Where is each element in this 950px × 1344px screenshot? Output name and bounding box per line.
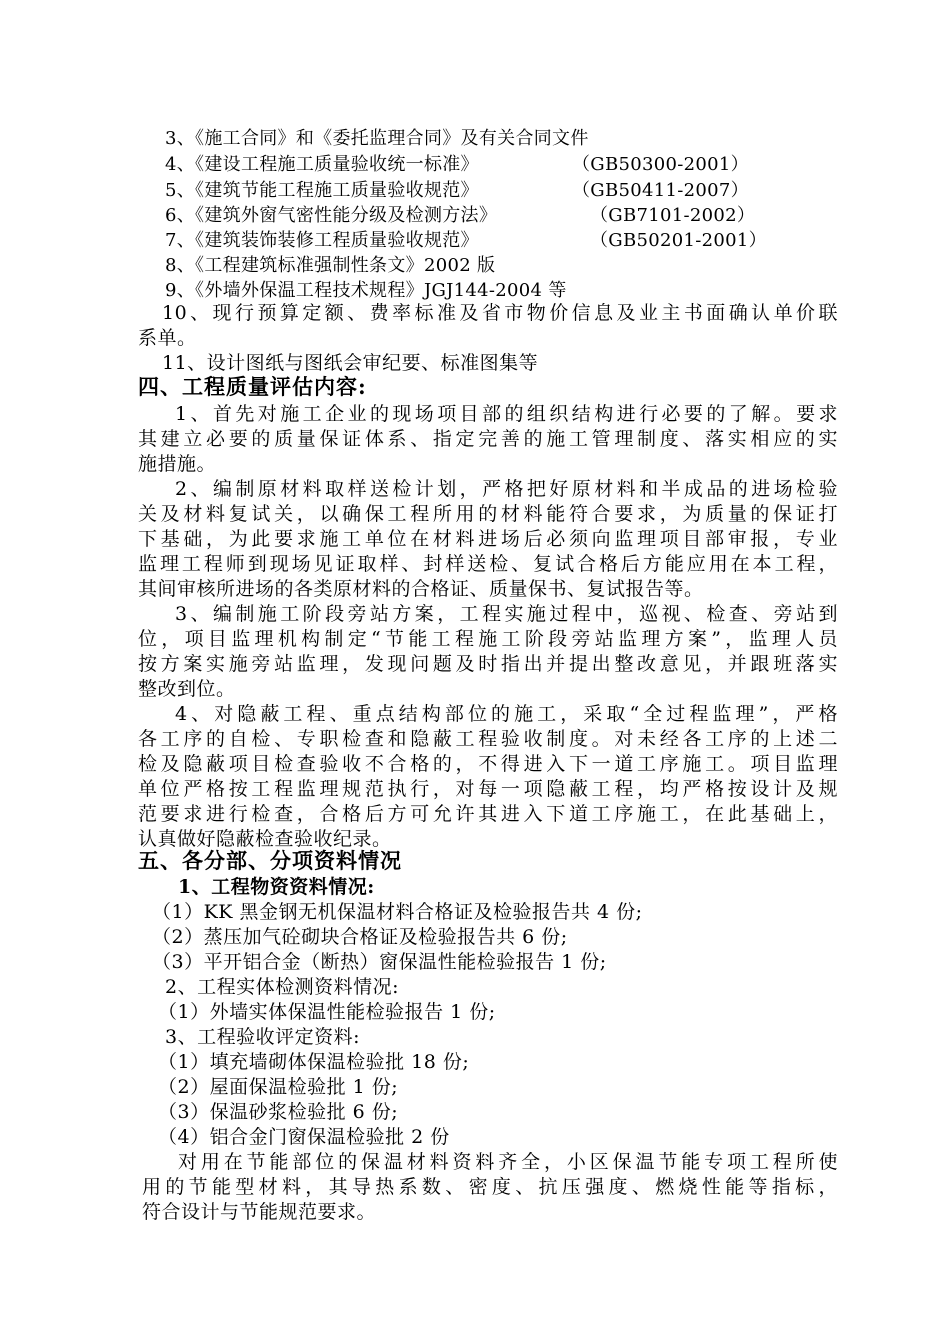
list-item: （1）填充墙砌体保温检验批 18 份; bbox=[158, 1051, 470, 1073]
list-item: （3）保温砂浆检验批 6 份; bbox=[158, 1101, 399, 1123]
reference-code: （GB50300-2001） bbox=[572, 154, 749, 175]
list-item: （2）屋面保温检验批 1 份; bbox=[158, 1076, 399, 1098]
subsection-title: 3、工程验收评定资料: bbox=[165, 1026, 360, 1048]
paragraph-line: 整改到位。 bbox=[138, 678, 236, 700]
list-item: （3）平开铝合金（断热）窗保温性能检验报告 1 份; bbox=[152, 951, 607, 973]
paragraph-line: 1、首先对施工企业的现场项目部的组织结构进行必要的了解。要求 bbox=[175, 403, 838, 425]
section-heading: 五、各分部、分项资料情况 bbox=[138, 848, 402, 873]
reference-item-continued: 系单。 bbox=[138, 327, 197, 349]
paragraph-line: 对用在节能部位的保温材料资料齐全，小区保温节能专项工程所使 bbox=[178, 1151, 838, 1173]
reference-code: （GB50411-2007） bbox=[572, 180, 749, 201]
reference-code: （GB7101-2002） bbox=[590, 205, 756, 226]
reference-item: 8、《工程建筑标准强制性条文》2002 版 bbox=[165, 255, 496, 276]
reference-code: （GB50201-2001） bbox=[590, 230, 767, 251]
subsection-title: 2、工程实体检测资料情况: bbox=[165, 976, 399, 998]
paragraph-line: 下基础，为此要求施工单位在材料进场后必须向监理项目部审报，专业 bbox=[138, 528, 838, 550]
subsection-title: 1、工程物资资料情况: bbox=[178, 876, 375, 898]
section-heading: 四、工程质量评估内容: bbox=[138, 374, 367, 399]
paragraph-line: 其建立必要的质量保证体系、指定完善的施工管理制度、落实相应的实 bbox=[138, 428, 838, 450]
reference-item: 7、《建筑装饰装修工程质量验收规范》 bbox=[165, 230, 479, 251]
paragraph-line: 各工序的自检、专职检查和隐蔽工程验收制度。对未经各工序的上述二 bbox=[138, 728, 838, 750]
paragraph-line: 监理工程师到现场见证取样、封样送检、复试合格后方能应用在本工程， bbox=[138, 553, 838, 575]
reference-item: 9、《外墙外保温工程技术规程》JGJ144-2004 等 bbox=[165, 280, 567, 301]
paragraph-line: 范要求进行检查，合格后方可允许其进入下道工序施工，在此基础上， bbox=[138, 803, 838, 825]
paragraph-line: 位，项目监理机构制定“节能工程施工阶段旁站监理方案”，监理人员 bbox=[138, 628, 838, 650]
list-item: （1）外墙实体保温性能检验报告 1 份; bbox=[158, 1001, 496, 1023]
paragraph-line: 3、编制施工阶段旁站方案，工程实施过程中，巡视、检查、旁站到 bbox=[175, 603, 838, 625]
paragraph-line: 其间审核所进场的各类原材料的合格证、质量保书、复试报告等。 bbox=[138, 578, 704, 600]
paragraph-line: 单位严格按工程监理规范执行，对每一项隐蔽工程，均严格按设计及规 bbox=[138, 778, 838, 800]
paragraph-line: 按方案实施旁站监理，发现问题及时指出并提出整改意见，并跟班落实 bbox=[138, 653, 838, 675]
reference-item: 5、《建筑节能工程施工质量验收规范》 bbox=[165, 180, 479, 201]
paragraph-line: 关及材料复试关，以确保工程所用的材料能符合要求，为质量的保证打 bbox=[138, 503, 838, 525]
list-item: （1）KK 黑金钢无机保温材料合格证及检验报告共 4 份; bbox=[152, 901, 643, 923]
paragraph-line: 检及隐蔽项目检查验收不合格的，不得进入下一道工序施工。项目监理 bbox=[138, 753, 838, 775]
reference-item: 4、《建设工程施工质量验收统一标准》 bbox=[165, 154, 479, 175]
paragraph-line: 认真做好隐蔽检查验收纪录。 bbox=[138, 828, 392, 850]
paragraph-line: 用的节能型材料，其导热系数、密度、抗压强度、燃烧性能等指标， bbox=[142, 1176, 838, 1198]
reference-item: 6、《建筑外窗气密性能分级及检测方法》 bbox=[165, 205, 498, 226]
paragraph-line: 2、编制原材料取样送检计划，严格把好原材料和半成品的进场检验 bbox=[175, 478, 838, 500]
paragraph-line: 符合设计与节能规范要求。 bbox=[142, 1201, 377, 1223]
list-item: （4）铝合金门窗保温检验批 2 份 bbox=[158, 1126, 450, 1148]
reference-item: 3、《施工合同》和《委托监理合同》及有关合同文件 bbox=[165, 128, 589, 149]
paragraph-line: 施措施。 bbox=[138, 453, 217, 475]
reference-item: 10、现行预算定额、费率标准及省市物价信息及业主书面确认单价联 bbox=[162, 302, 838, 324]
reference-item: 11、设计图纸与图纸会审纪要、标准图集等 bbox=[162, 352, 539, 374]
paragraph-line: 4、对隐蔽工程、重点结构部位的施工，采取“全过程监理”，严格 bbox=[175, 703, 838, 725]
list-item: （2）蒸压加气砼砌块合格证及检验报告共 6 份; bbox=[152, 926, 568, 948]
